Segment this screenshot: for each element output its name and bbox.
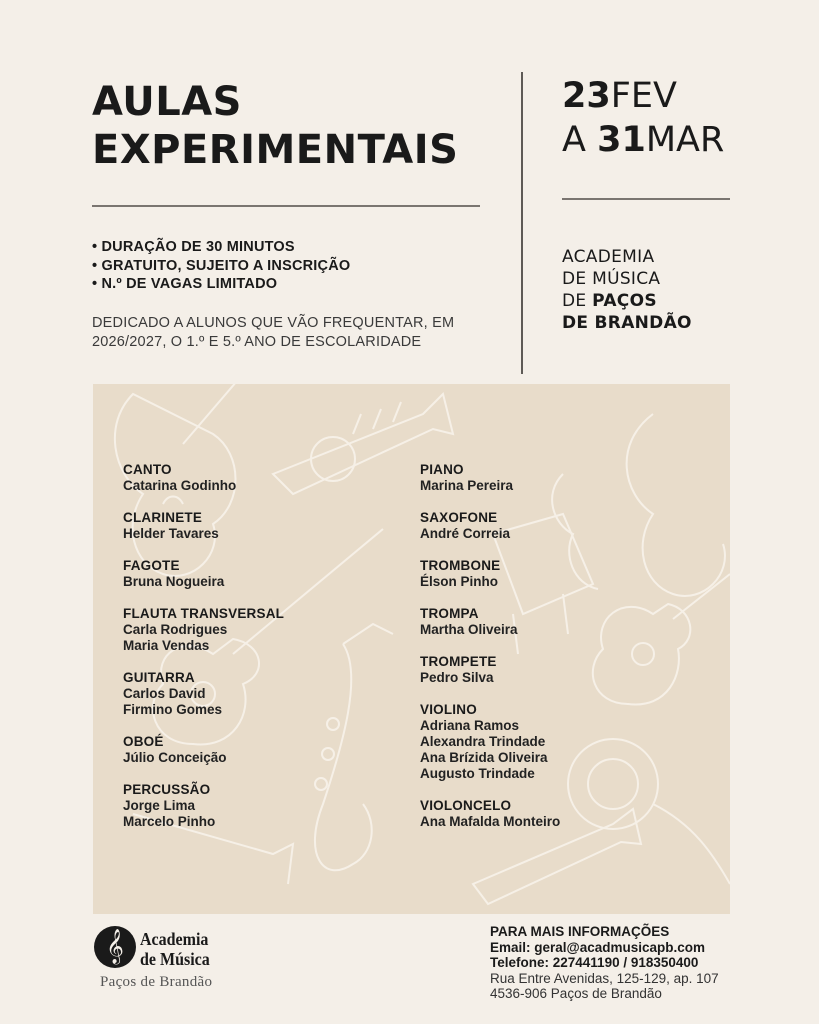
contact-heading: PARA MAIS INFORMAÇÕES (490, 924, 670, 939)
instrument-name: PERCUSSÃO (123, 781, 211, 797)
instrument-name: VIOLINO (420, 701, 477, 717)
teacher-name: Martha Oliveira (420, 621, 518, 637)
dedication-text (92, 314, 512, 352)
feature-item: • DURAÇÃO DE 30 MINUTOS (92, 238, 350, 257)
academy-line-3-bold: PAÇOS (592, 291, 657, 311)
academy-logo (94, 926, 214, 996)
instrument-name: CLARINETE (123, 509, 203, 525)
instrument-group (123, 558, 284, 590)
title-line-1: AULAS (92, 79, 242, 125)
instrument-name: SAXOFONE (420, 509, 498, 525)
teacher-name: Júlio Conceição (123, 750, 227, 766)
logo-line-2: de Música (140, 950, 210, 970)
date-range (562, 74, 724, 162)
instrument-name: TROMPETE (420, 653, 497, 669)
instrument-name: OBOÉ (123, 733, 164, 749)
saxophone-sketch-icon (315, 624, 393, 870)
teacher-name: Alexandra Trindade (420, 733, 546, 749)
instrument-group (420, 510, 560, 542)
instrument-name: TROMBONE (420, 557, 501, 573)
title-line-2: EXPERIMENTAIS (92, 127, 459, 173)
academy-line-2: DE MÚSICA (562, 269, 661, 289)
dedication-line-1: DEDICADO A ALUNOS QUE VÃO FREQUENTAR, EM (92, 315, 455, 331)
contact-phone[interactable]: Telefone: 227441190 / 918350400 (490, 955, 699, 970)
instrument-group (123, 462, 284, 494)
teacher-name: André Correia (420, 526, 511, 542)
instrument-name: PIANO (420, 462, 464, 477)
page-title (92, 78, 458, 174)
instrument-column-left (123, 462, 284, 846)
academy-line-3-pre: DE (562, 291, 587, 311)
instrument-group (420, 606, 560, 638)
instrument-column-right (420, 462, 560, 846)
teacher-name: Marcelo Pinho (123, 814, 216, 830)
feature-item: • GRATUITO, SUJEITO A INSCRIÇÃO (92, 257, 350, 276)
teacher-name: Helder Tavares (123, 526, 219, 542)
instrument-name: CANTO (123, 462, 172, 477)
teacher-name: Catarina Godinho (123, 478, 237, 494)
teacher-name: Adriana Ramos (420, 717, 520, 733)
guitar-right-sketch-icon (593, 574, 730, 704)
logo-line-1: Academia (140, 930, 209, 950)
contact-address-line-1: Rua Entre Avenidas, 125-129, ap. 107 (490, 970, 719, 986)
start-month: FEV (610, 76, 677, 116)
contact-info (490, 924, 719, 1002)
teacher-name: Firmino Gomes (123, 702, 223, 718)
instrument-group (420, 798, 560, 830)
teacher-name: Jorge Lima (123, 798, 196, 814)
instrument-name: GUITARRA (123, 669, 195, 685)
instrument-group (420, 462, 560, 494)
instrument-name: TROMPA (420, 605, 479, 621)
contact-address-line-2: 4536-906 Paços de Brandão (490, 986, 662, 1001)
feature-item: • N.º DE VAGAS LIMITADO (92, 275, 350, 294)
dedication-line-2: 2026/2027, O 1.º E 5.º ANO DE ESCOLARIDADE (92, 334, 422, 350)
vertical-divider (521, 72, 523, 374)
end-month: MAR (645, 120, 725, 160)
teacher-name: Augusto Trindade (420, 766, 535, 782)
academy-line-4: DE BRANDÃO (562, 313, 692, 333)
teacher-name: Ana Brízida Oliveira (420, 750, 548, 766)
instrument-group (420, 702, 560, 783)
instrument-name: VIOLONCELO (420, 798, 512, 814)
instrument-group (123, 670, 284, 719)
divider-right (562, 198, 730, 200)
feature-list (92, 238, 350, 294)
teacher-name: Ana Mafalda Monteiro (420, 814, 561, 830)
instrument-name: FLAUTA TRANSVERSAL (123, 605, 285, 621)
start-day: 23 (562, 76, 611, 116)
contact-email[interactable]: Email: geral@acadmusicapb.com (490, 939, 705, 955)
horn-sketch-icon (568, 739, 730, 884)
instrument-name: FAGOTE (123, 557, 180, 573)
treble-clef-icon: 𝄞 (94, 926, 136, 968)
instruments-panel (93, 384, 730, 914)
date-connector: A (562, 120, 586, 160)
teacher-name: Carla Rodrigues (123, 621, 228, 637)
logo-line-3: Paços de Brandão (100, 974, 213, 990)
teacher-name: Marina Pereira (420, 478, 514, 494)
instrument-group (123, 782, 284, 831)
teacher-name: Carlos David (123, 686, 206, 702)
instrument-group (123, 510, 284, 542)
end-day: 31 (597, 120, 646, 160)
divider-left (92, 205, 480, 207)
academy-line-1: ACADEMIA (562, 247, 655, 267)
teacher-name: Maria Vendas (123, 638, 210, 654)
academy-name (562, 246, 692, 334)
teacher-name: Bruna Nogueira (123, 574, 225, 590)
teacher-name: Pedro Silva (420, 669, 494, 685)
instrument-group (123, 606, 284, 655)
teacher-name: Élson Pinho (420, 574, 499, 590)
cello-sketch-icon (552, 414, 725, 596)
instrument-group (420, 558, 560, 590)
instrument-group (123, 734, 284, 766)
instrument-group (420, 654, 560, 686)
